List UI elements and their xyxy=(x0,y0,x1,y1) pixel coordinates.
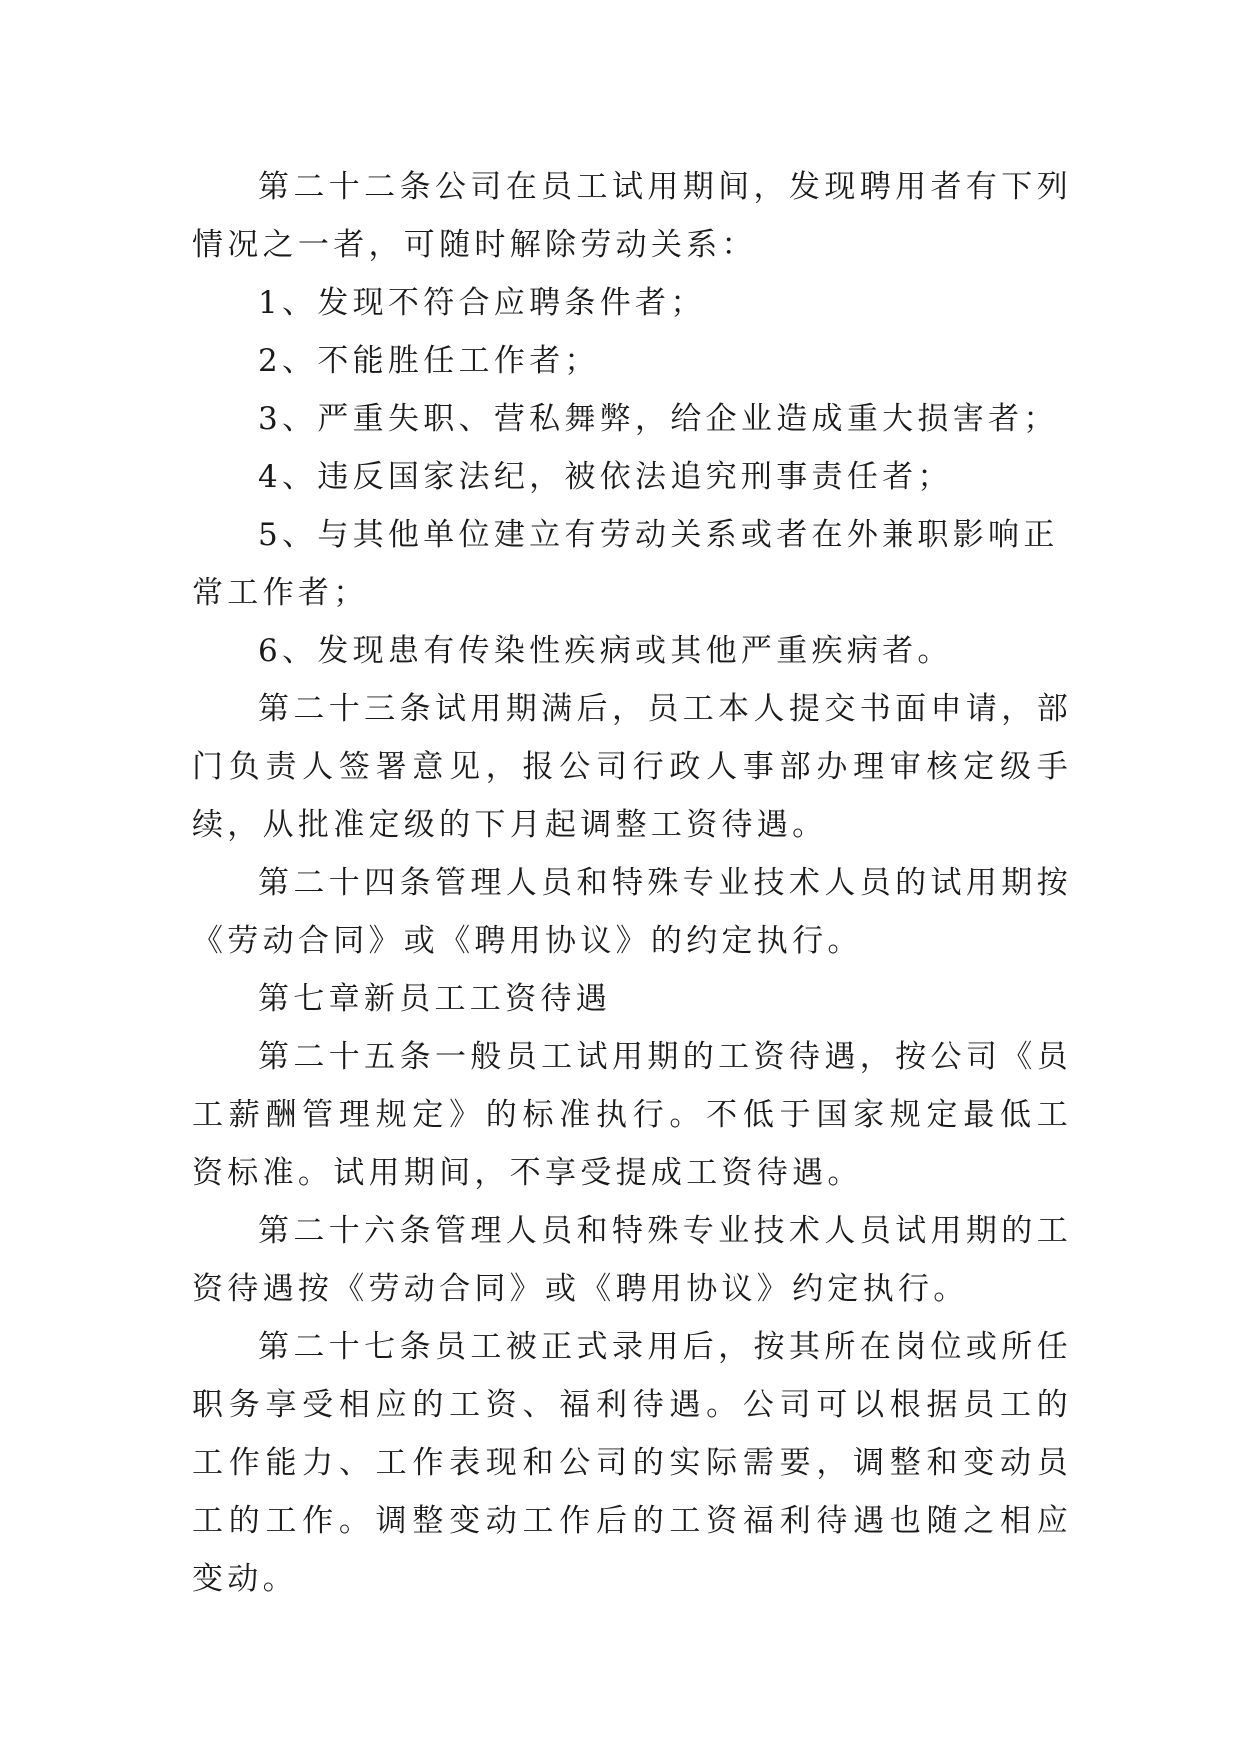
article-27: 第二十七条员工被正式录用后，按其所在岗位或所任职务享受相应的工资、福利待遇。公司可以根据员工的工作能力、工作表现和公司的实际需要，调整和变动员工的工作。调整变动工作后的工资福利待遇也随之相应变动。 xyxy=(192,1329,1072,1597)
document-body xyxy=(192,158,1072,1608)
article-23: 第二十三条试用期满后，员工本人提交书面申请，部门负责人签署意见，报公司行政人事部办理审核定级手续，从批准定级的下月起调整工资待遇。 xyxy=(192,691,1072,843)
list-item-5: 5、与其他单位建立有劳动关系或者在外兼职影响正常工作者； xyxy=(192,517,1059,611)
article-25: 第二十五条一般员工试用期的工资待遇，按公司《员工薪酬管理规定》的标准执行。不低于国家规定最低工资标准。试用期间，不享受提成工资待遇。 xyxy=(192,1039,1072,1191)
list-item-1: 1、发现不符合应聘条件者； xyxy=(258,285,706,321)
list-item-2: 2、不能胜任工作者； xyxy=(258,343,600,379)
article-22: 第二十二条公司在员工试用期间，发现聘用者有下列情况之一者，可随时解除劳动关系： xyxy=(192,169,1072,263)
list-item-4: 4、违反国家法纪，被依法追究刑事责任者； xyxy=(258,459,953,495)
list-item-6: 6、发现患有传染性疾病或其他严重疾病者。 xyxy=(258,633,953,669)
list-item-3: 3、严重失职、营私舞弊，给企业造成重大损害者； xyxy=(258,401,1059,437)
article-24: 第二十四条管理人员和特殊专业技术人员的试用期按《劳动合同》或《聘用协议》的约定执行。 xyxy=(192,865,1072,959)
chapter-7-heading: 第七章新员工工资待遇 xyxy=(258,981,611,1017)
article-26: 第二十六条管理人员和特殊专业技术人员试用期的工资待遇按《劳动合同》或《聘用协议》约定执行。 xyxy=(192,1213,1072,1307)
